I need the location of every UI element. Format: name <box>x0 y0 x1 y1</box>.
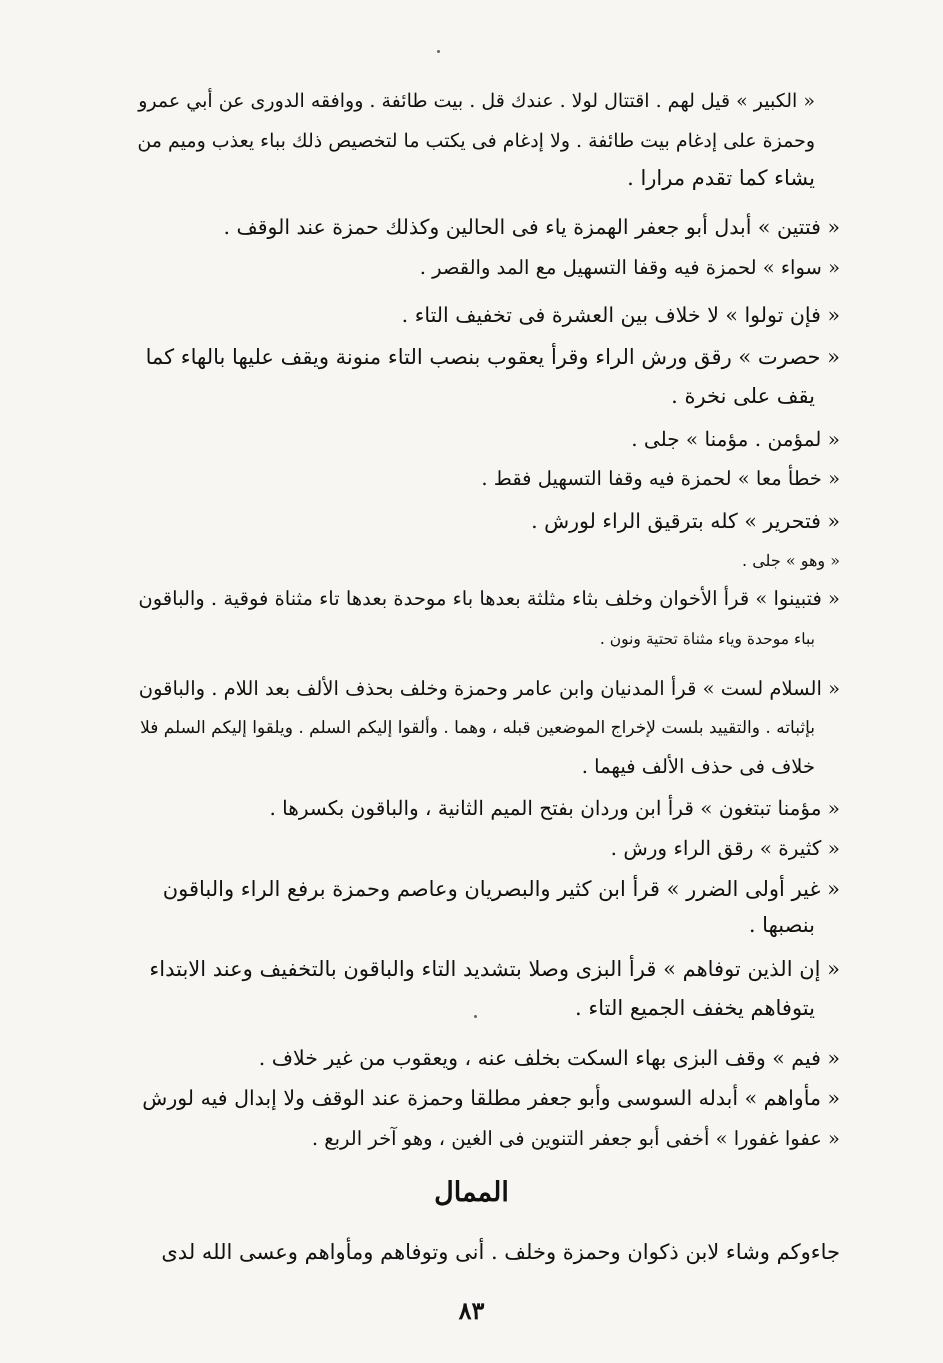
text-line: « فيم » وقف البزى بهاء السكت بخلف عنه ، ويعقوب من غير خلاف . <box>258 1046 840 1070</box>
text-line: يقف على نخرة . <box>671 384 815 408</box>
section-heading: الممال <box>434 1177 509 1208</box>
text-line: « غير أولى الضرر » قرأ ابن كثير والبصريان وعاصم وحمزة برفع الراء والباقون <box>162 877 840 901</box>
text-line: « فإن تولوا » لا خلاف بين العشرة فى تخفيف التاء . <box>401 303 840 327</box>
scan-speck <box>474 1015 477 1018</box>
text-line: « السلام لست » قرأ المدنيان وابن عامر وحمزة وخلف بحذف الألف بعد اللام . والباقون <box>138 677 840 700</box>
text-line: « كثيرة » رقق الراء ورش . <box>610 836 840 860</box>
text-line: « حصرت » رقق ورش الراء وقرأ يعقوب بنصب التاء منونة ويقف عليها بالهاء كما <box>145 345 840 369</box>
text-line: بنصبها . <box>748 913 815 937</box>
text-line: « وهو » جلى . <box>742 551 840 570</box>
text-line: « مأواهم » أبدله السوسى وأبو جعفر مطلقا وحمزة عند الوقف ولا إبدال فيه لورش <box>142 1086 840 1110</box>
text-line: « خطأ معا » لحمزة فيه وقفا التسهيل فقط . <box>481 467 840 490</box>
text-line: « عفوا غفورا » أخفى أبو جعفر التنوين فى الغين ، وهو آخر الربع . <box>311 1127 840 1150</box>
text-line: « الكبير » قيل لهم . اقتتال لولا . عندك قل . بيت طائفة . ووافقه الدورى عن أبي عمرو <box>138 90 815 112</box>
scan-speck <box>437 50 440 53</box>
page-number: ٨٣ <box>458 1296 485 1325</box>
text-line: « فتتين » أبدل أبو جعفر الهمزة ياء فى الحالين وكذلك حمزة عند الوقف . <box>223 215 840 239</box>
text-line: « إن الذين توفاهم » قرأ البزى وصلا بتشديد التاء والباقون بالتخفيف وعند الابتداء <box>149 957 840 981</box>
text-line: بإثباته . والتقييد بلست لإخراج الموضعين قبله ، وهما . وألقوا إليكم السلم . ويلقوا إليكم السلم فلا <box>140 718 815 738</box>
text-line: « فتحرير » كله بترقيق الراء لورش . <box>531 509 840 533</box>
text-line: « لمؤمن . مؤمنا » جلى . <box>631 427 840 451</box>
text-line: يشاء كما تقدم مرارا . <box>627 166 815 190</box>
text-line: « فتبينوا » قرأ الأخوان وخلف بثاء مثلثة بعدها باء موحدة بعدها تاء مثناة فوقية . والباقون <box>138 587 840 610</box>
text-line: جاءوكم وشاء لابن ذكوان وحمزة وخلف . أنى وتوفاهم ومأواهم وعسى الله لدى <box>161 1240 840 1264</box>
text-line: خلاف فى حذف الألف فيهما . <box>581 755 815 778</box>
text-line: وحمزة على إدغام بيت طائفة . ولا إدغام فى يكتب ما لتخصيص ذلك بباء يعذب وميم من <box>137 130 815 152</box>
text-line: يتوفاهم يخفف الجميع التاء . <box>575 996 815 1020</box>
text-line: بباء موحدة وياء مثناة تحتية ونون . <box>600 630 815 648</box>
text-line: « سواء » لحمزة فيه وقفا التسهيل مع المد والقصر . <box>419 256 840 279</box>
text-line: « مؤمنا تبتغون » قرأ ابن وردان بفتح الميم الثانية ، والباقون بكسرها . <box>269 796 840 820</box>
